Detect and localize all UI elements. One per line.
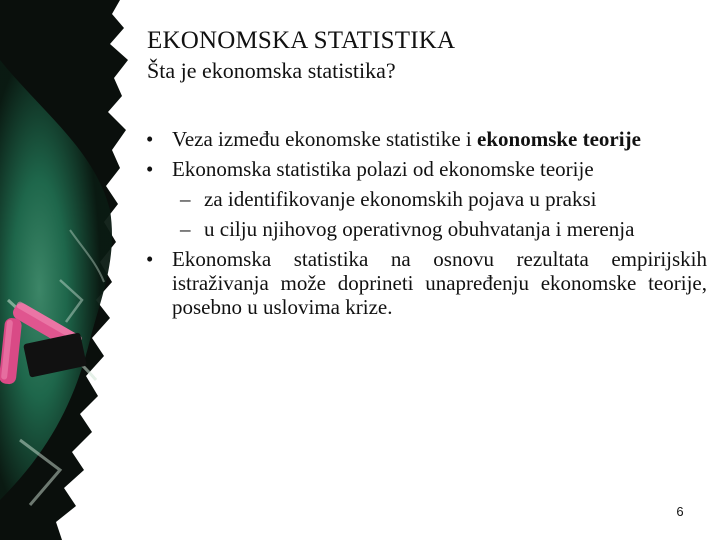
bullet-text: Ekonomska statistika na osnovu rezultata empirijskih istraživanja može doprineti unapređenju ekonomske teorije, posebno u uslovima krize. <box>172 247 707 319</box>
title-line-2: Šta je ekonomska statistika? <box>147 58 396 83</box>
sub-bullet-item <box>146 217 707 241</box>
bullet-text: Ekonomska statistika polazi od ekonomske teorije <box>172 157 594 181</box>
bullet-bold-text: ekonomske teorije <box>477 127 641 151</box>
bullet-item <box>146 127 707 151</box>
bullet-list <box>146 127 707 325</box>
bullet-text: Veza između ekonomske statistike i <box>172 127 478 151</box>
sub-bullet-text: u cilju njihovog operativnog obuhvatanja i merenja <box>204 217 635 241</box>
slide-title <box>147 26 707 86</box>
bullet-item <box>146 247 707 319</box>
bullet-marker: • <box>146 247 154 271</box>
dash-marker: – <box>180 217 191 241</box>
bullet-marker: • <box>146 127 154 151</box>
sub-bullet-text: za identifikovanje ekonomskih pojava u praksi <box>204 187 597 211</box>
page-number: 6 <box>676 504 684 519</box>
bullet-marker: • <box>146 157 154 181</box>
dash-marker: – <box>180 187 191 211</box>
title-line-1: EKONOMSKA STATISTIKA <box>147 27 456 54</box>
bullet-item <box>146 157 707 181</box>
sub-bullet-item <box>146 187 707 211</box>
